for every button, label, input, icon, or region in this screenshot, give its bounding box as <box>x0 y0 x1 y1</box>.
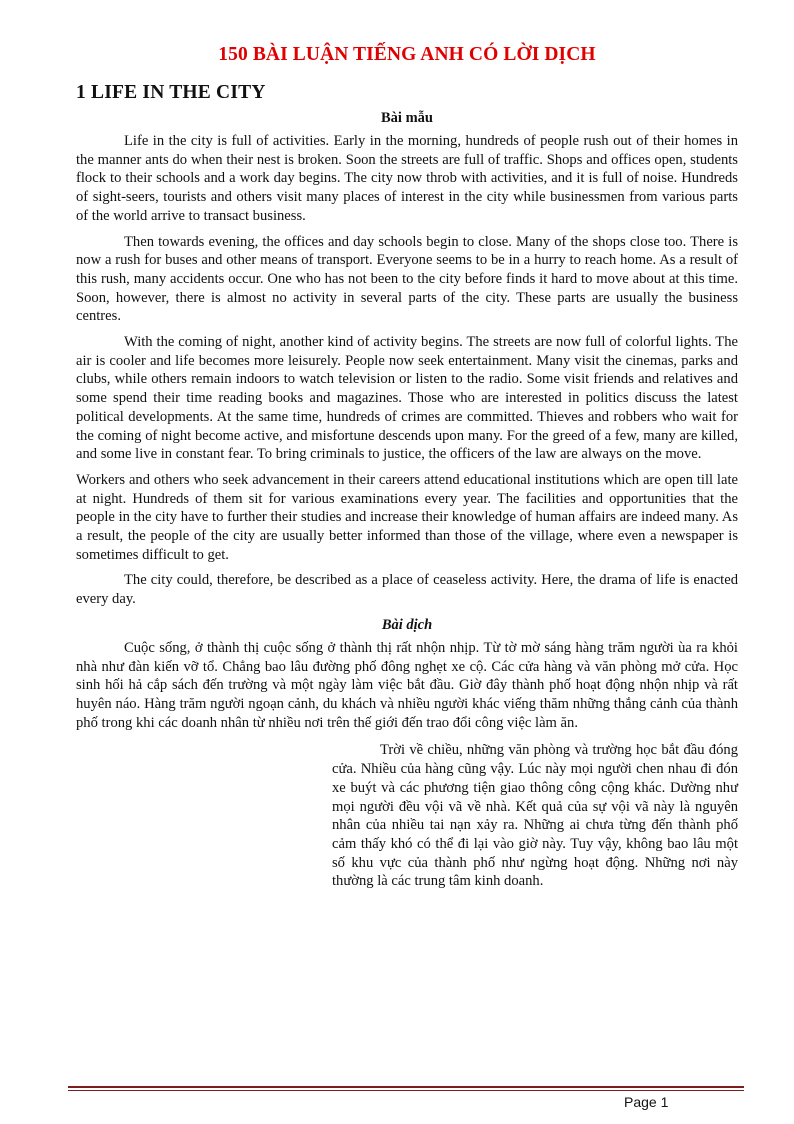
vietnamese-paragraph-1: Cuộc sống, ở thành thị cuộc sống ở thành thị rất nhộn nhịp. Từ tờ mờ sáng hàng trăm người ùa ra khỏi nhà như đàn kiến vỡ tổ. Chẳng bao lâu đường phố đông nghẹt xe cộ. Các cửa hàng và văn phòng mở cửa. Học sinh hối hả cắp sách đến trường và một ngày làm việc bắt đầu. Giờ đây thành phố hoạt động nhộn nhịp và rất huyên náo. Hàng trăm người ngoạn cảnh, du khách và nhiều người khác viếng thăm những thắng cảnh của thành phố trong khi các doanh nhân từ nhiều nơi trên thế giới đến trao đổi công việc làm ăn. <box>76 639 738 731</box>
english-paragraph-3: With the coming of night, another kind of activity begins. The streets are now full of colorful lights. The air is cooler and life becomes more leisurely. People now seek entertainment. Many visit the cinemas, parks and clubs, while others remain indoors to watch television or listen to the radio. Some visit friends and relatives and some spend their time reading books and magazines. Those who are interested in politics discuss the latest political developments. At the same time, hundreds of crimes are committed. Thieves and robbers who wait for the coming of night become active, and misfortune descends upon many. For the greed of a few, many are killed, and some live in constant fear. To bring criminals to justice, the officers of the law are always on the move. <box>76 334 738 463</box>
english-paragraph-1: Life in the city is full of activities. Early in the morning, hundreds of people rush out of their homes in the manner ants do when their nest is broken. Soon the streets are full of traffic. Shops and offices open, students flock to their schools and a work day begins. The city now throb with activities, and it is full of noise. Hundreds of sight-seers, tourists and others visit many places of interest in the city while businessmen from various parts of the world arrive to transact business. <box>76 133 738 224</box>
document-title: 150 BÀI LUẬN TIẾNG ANH CÓ LỜI DỊCH <box>218 44 596 65</box>
section-heading: 1 LIFE IN THE CITY <box>76 82 266 103</box>
english-paragraph-2: Then towards evening, the offices and day schools begin to close. Many of the shops close too. There is now a rush for buses and other means of transport. Everyone seems to be in a hurry to reach home. As a result of this rush, many accidents occur. One who has not been to the city before finds it hard to move about at this time. Soon, however, there is almost no activity in several parts of the city. These parts are usually the business centres. <box>76 233 738 325</box>
sample-heading: Bài mẫu <box>381 110 433 126</box>
english-paragraph-5: The city could, therefore, be described as a place of ceaseless activity. Here, the drama of life is enacted every day. <box>76 572 738 608</box>
page-number: Page 1 <box>624 1094 669 1110</box>
vietnamese-paragraph-2: Trời về chiều, những văn phòng và trường học bắt đầu đóng cửa. Nhiều của hàng cũng vậy. Lúc này mọi người chen nhau đi đón xe buýt và các phương tiện giao thông công cộng khác. Dường như mọi người đều vội vã về nhà. Kết quả của sự vội vã này là nguyên nhân của nhiều tai nạn xảy ra. Những ai chưa từng đến thành phố cảm thấy khó có thể đi lại vào giờ này. Tuy vậy, không bao lâu một số khu vực của thành phố như ngừng hoạt động. Những nơi này thường là các trung tâm kinh doanh. <box>332 742 738 890</box>
translation-heading: Bài dịch <box>381 616 433 633</box>
document-page <box>76 40 738 891</box>
footer-rule <box>68 1086 744 1091</box>
english-paragraph-4: Workers and others who seek advancement in their careers attend educational institutions which are open till late at night. Hundreds of them sit for various examinations every year. The facilities and opportunities that the people in the city have to further their studies and increase their knowledge of human affairs are indeed many. As a result, the people of the city are usually better informed than those of the village, where even a newspaper is sometimes difficult to get. <box>76 471 738 563</box>
